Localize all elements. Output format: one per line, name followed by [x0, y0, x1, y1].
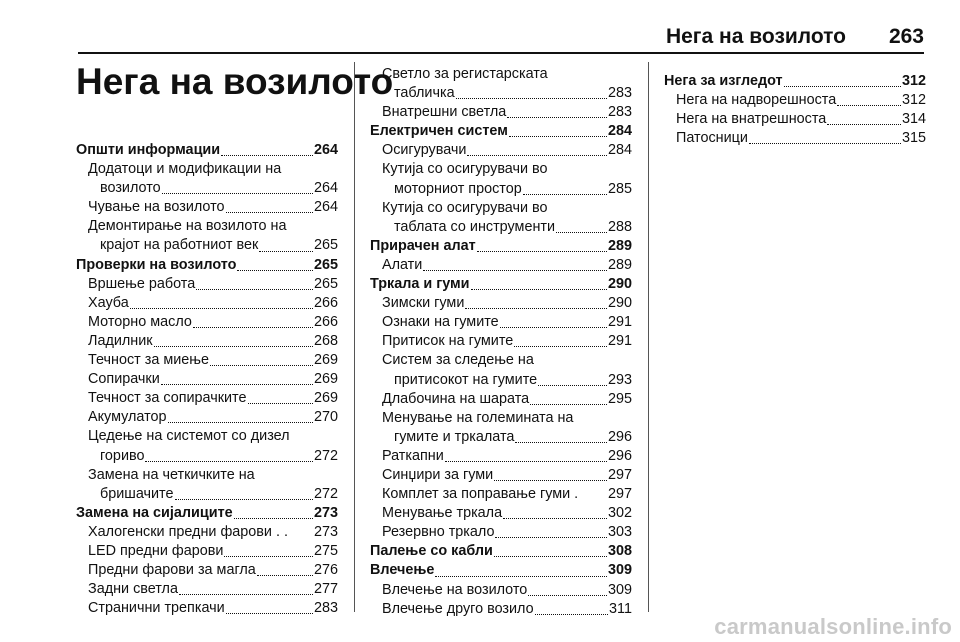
leader-dots [471, 289, 607, 290]
toc-page-number: 273 [313, 504, 338, 521]
leader-dots [257, 575, 313, 576]
toc-page-number: 297 [607, 466, 632, 483]
leader-dots [456, 98, 607, 99]
toc-entry-label: LED предни фарови [88, 542, 224, 559]
toc-entry-line: Менување на големината на [382, 409, 574, 426]
toc-page-number: 266 [313, 294, 338, 311]
toc-page-number: 270 [313, 409, 338, 426]
toc-entry-line: Систем за следење на [382, 352, 534, 369]
toc-page-number: 293 [607, 371, 632, 388]
toc-entry[interactable] [76, 599, 338, 618]
toc-entry-label: Синџири за гуми [382, 466, 494, 483]
leader-dots [224, 556, 313, 557]
toc-section-entry[interactable] [370, 275, 632, 294]
toc-entry[interactable] [370, 600, 632, 619]
toc-entry-line: Кутија со осигурувачи во [382, 161, 548, 178]
toc-section-entry[interactable] [664, 72, 926, 91]
toc-section-entry[interactable] [370, 237, 632, 256]
toc-entry-label: Ознаки на гумите [382, 314, 499, 331]
leader-dots [154, 346, 313, 347]
toc-entry[interactable] [76, 542, 338, 561]
toc-page-number: 309 [607, 581, 632, 598]
leader-dots [495, 537, 607, 538]
toc-entry-label: Проверки на возилото [76, 256, 237, 273]
toc-entry-line: Додатоци и модификации на [88, 161, 282, 178]
leader-dots [175, 499, 313, 500]
toc-entry-label: Странични трепкачи [88, 600, 225, 617]
leader-dots [226, 212, 313, 213]
toc-entry-label: Нега на надворешноста [676, 92, 837, 109]
toc-section-entry[interactable] [370, 561, 632, 580]
toc-entry-label: Вршење работа [88, 275, 196, 292]
watermark: carmanualsonline.info [714, 614, 952, 639]
toc-entry[interactable] [370, 332, 632, 351]
leader-dots [168, 422, 313, 423]
leader-dots [514, 346, 607, 347]
leader-dots [445, 461, 607, 462]
toc-entry[interactable] [76, 332, 338, 351]
leader-dots [535, 614, 608, 615]
leader-dots [528, 595, 607, 596]
toc-entry-label: гумите и тркалата [394, 428, 515, 445]
toc-entry[interactable] [370, 523, 632, 542]
toc-entry-label: табличка [394, 85, 455, 102]
toc-entry-label: Палење со кабли [370, 543, 493, 560]
toc-entry[interactable] [76, 198, 338, 217]
toc-page-number: 265 [313, 275, 338, 292]
leader-dots [226, 613, 313, 614]
toc-entry-label: Осигурувачи [382, 142, 467, 159]
toc-page-number: 276 [313, 562, 338, 579]
toc-entry[interactable] [370, 84, 632, 103]
toc-entry-label: Длабочина на шарата [382, 390, 530, 407]
toc-entry[interactable] [76, 275, 338, 294]
toc-page-number: 309 [607, 562, 632, 579]
leader-dots [130, 308, 313, 309]
toc-entry-label: таблата со инструменти [394, 218, 556, 235]
toc-page-number: 266 [313, 313, 338, 330]
toc-entry[interactable] [76, 561, 338, 580]
toc-entry[interactable] [370, 256, 632, 275]
toc-page-number: 311 [609, 600, 632, 617]
leader-dots [161, 384, 313, 385]
toc-page-number: 272 [313, 485, 338, 502]
toc-entry[interactable] [370, 180, 632, 199]
leader-dots [259, 251, 313, 252]
leader-dots [248, 403, 313, 404]
toc-entry-label: Менување тркала [382, 505, 503, 522]
toc-page-number: 284 [607, 142, 632, 159]
chapter-title: Нега на возилото [76, 61, 394, 102]
leader-dots [467, 155, 607, 156]
toc-page-number: 264 [313, 180, 338, 197]
toc-section-entry[interactable] [76, 504, 338, 523]
toc-entry-line: Замена на четкичките на [88, 466, 255, 483]
toc-entry-label: возилото [100, 180, 161, 197]
toc-entry-label: Комплет за поправање гуми . [382, 486, 579, 503]
toc-entry-label: Моторно масло [88, 313, 192, 330]
leader-dots [503, 518, 607, 519]
toc-page-number: 289 [607, 237, 632, 254]
toc-section-entry[interactable] [76, 256, 338, 275]
toc-page-number: 285 [607, 180, 632, 197]
leader-dots [145, 461, 313, 462]
leader-dots [477, 251, 607, 252]
toc-entry-line: Кутија со осигурувачи во [382, 199, 548, 216]
toc-page-number: 269 [313, 371, 338, 388]
toc-entry-label: Резервно тркало [382, 524, 495, 541]
toc-page-number: 295 [607, 390, 632, 407]
leader-dots [210, 365, 313, 366]
toc-page-number: 283 [607, 85, 632, 102]
toc-entry-label: Раткапни [382, 447, 444, 464]
toc-page-number: 290 [607, 276, 632, 293]
toc-entry-label: Зимски гуми [382, 295, 465, 312]
toc-entry-line: Цедење на системот со дизел [88, 428, 290, 445]
toc-page-number: 275 [313, 542, 338, 559]
toc-column-3 [664, 72, 926, 148]
toc-entry[interactable] [370, 581, 632, 600]
toc-entry[interactable] [76, 485, 338, 504]
toc-entry-label: Притисок на гумите [382, 333, 514, 350]
leader-dots [237, 270, 313, 271]
toc-page-number: 315 [901, 130, 926, 147]
toc-entry[interactable] [664, 110, 926, 129]
leader-dots [827, 124, 901, 125]
toc-entry-label: Нега за изгледот [664, 73, 783, 89]
toc-entry[interactable] [370, 218, 632, 237]
toc-entry[interactable] [370, 466, 632, 485]
toc-entry[interactable] [370, 313, 632, 332]
leader-dots [494, 480, 607, 481]
toc-page-number: 314 [901, 111, 926, 128]
toc-entry-label: Влечење на возилото [382, 581, 528, 598]
toc-entry-label: притисокот на гумите [394, 371, 538, 388]
toc-page-number: 269 [313, 390, 338, 407]
leader-dots [465, 308, 607, 309]
leader-dots [423, 270, 607, 271]
toc-entry[interactable] [76, 236, 338, 255]
toc-entry[interactable] [370, 428, 632, 447]
leader-dots [494, 556, 607, 557]
toc-entry[interactable] [370, 390, 632, 409]
toc-entry-label: Општи информации [76, 142, 221, 158]
toc-entry-line: Светло за регистарската [382, 66, 548, 82]
toc-page-number: 264 [313, 199, 338, 216]
toc-column-1 [76, 141, 338, 618]
toc-section-entry[interactable] [76, 141, 338, 160]
leader-dots [196, 289, 313, 290]
toc-entry[interactable] [370, 141, 632, 160]
toc-entry-label: Внатрешни светла [382, 104, 507, 121]
toc-page-number: 273 [313, 523, 338, 540]
toc-entry-label: крајот на работниот век [100, 237, 259, 254]
column-divider [648, 62, 649, 612]
toc-entry-line: Демонтирање на возилото на [88, 218, 287, 235]
page-number: 263 [888, 25, 924, 48]
toc-page-number: 303 [607, 524, 632, 541]
leader-dots [509, 136, 607, 137]
header-rule [78, 52, 924, 54]
toc-entry-label: Влечење [370, 562, 435, 579]
toc-page-number: 297 [607, 486, 632, 503]
toc-page-number: 312 [901, 73, 926, 89]
toc-page-number: 288 [607, 218, 632, 235]
toc-page-number: 283 [607, 104, 632, 121]
leader-dots [837, 105, 901, 106]
toc-page-number: 291 [607, 314, 632, 331]
leader-dots [500, 327, 607, 328]
toc-entry-label: Халогенски предни фарови . . [88, 523, 288, 540]
toc-entry-label: Патосници [676, 130, 748, 147]
toc-entry-label: Електричен систем [370, 123, 508, 140]
toc-entry-label: Нега на внатрешноста [676, 111, 827, 128]
toc-page-number: 290 [607, 295, 632, 312]
page-header [0, 0, 960, 52]
toc-page-number: 308 [607, 543, 632, 560]
toc-entry[interactable] [76, 370, 338, 389]
leader-dots [556, 232, 607, 233]
toc-entry-label: Ладилник [88, 332, 153, 349]
toc-entry-label: Замена на сијалиците [76, 504, 233, 521]
toc-page-number: 265 [313, 256, 338, 273]
leader-dots [179, 594, 313, 595]
toc-entry-label: Тркала и гуми [370, 276, 470, 293]
toc-page-number: 283 [313, 600, 338, 617]
toc-entry-label: Течност за миење [88, 352, 209, 369]
leader-dots [749, 143, 901, 144]
toc-entry-label: Предни фарови за магла [88, 562, 256, 579]
toc-entry[interactable] [76, 389, 338, 408]
toc-entry-label: моторниот простор [394, 180, 522, 197]
toc-page-number: 272 [313, 447, 338, 464]
toc-page-number: 284 [607, 123, 632, 140]
leader-dots [435, 576, 607, 577]
running-header-title: Нега на возилото [665, 25, 846, 48]
toc-page-number: 302 [607, 505, 632, 522]
toc-entry[interactable] [76, 179, 338, 198]
toc-entry[interactable] [76, 351, 338, 370]
toc-page-number: 268 [313, 332, 338, 349]
toc-entry[interactable] [76, 523, 338, 542]
toc-entry[interactable] [370, 294, 632, 313]
toc-page-number: 296 [607, 447, 632, 464]
toc-entry-label: Чување на возилото [88, 199, 225, 216]
toc-entry-label: Прирачен алат [370, 237, 476, 254]
leader-dots [515, 442, 607, 443]
toc-entry-label: Задни светла [88, 581, 178, 598]
toc-entry-label: Акумулатор [88, 409, 167, 426]
toc-entry[interactable] [76, 313, 338, 332]
toc-page-number: 277 [313, 581, 338, 598]
toc-page-number: 265 [313, 237, 338, 254]
toc-entry[interactable] [370, 371, 632, 390]
toc-entry[interactable] [370, 504, 632, 523]
toc-section-entry[interactable] [370, 542, 632, 561]
toc-page-number: 296 [607, 428, 632, 445]
toc-entry[interactable] [76, 408, 338, 427]
leader-dots [507, 117, 607, 118]
leader-dots [234, 518, 313, 519]
toc-entry[interactable] [664, 91, 926, 110]
leader-dots [538, 385, 607, 386]
toc-entry[interactable] [76, 294, 338, 313]
leader-dots [221, 155, 313, 156]
toc-entry[interactable] [664, 129, 926, 148]
toc-entry-label: Сопирачки [88, 371, 160, 388]
toc-entry[interactable] [76, 580, 338, 599]
toc-page-number: 289 [607, 256, 632, 273]
toc-entry-label: бришачите [100, 485, 174, 502]
column-divider [354, 62, 355, 612]
toc-entry-label: Влечење друго возило [382, 600, 534, 617]
toc-page-number: 291 [607, 333, 632, 350]
toc-page-number: 312 [901, 92, 926, 109]
toc-column-2 [370, 65, 632, 619]
leader-dots [162, 193, 313, 194]
toc-entry-label: гориво [100, 447, 145, 464]
toc-entry[interactable] [370, 447, 632, 466]
toc-entry[interactable] [370, 103, 632, 122]
toc-page-number: 269 [313, 352, 338, 369]
toc-entry-label: Течност за сопирачките [88, 390, 247, 407]
toc-section-entry[interactable] [370, 122, 632, 141]
toc-entry-label: Хауба [88, 294, 129, 311]
leader-dots [784, 86, 901, 87]
leader-dots [523, 194, 607, 195]
toc-entry[interactable] [370, 485, 632, 504]
toc-page-number: 264 [313, 142, 338, 158]
leader-dots [193, 327, 313, 328]
toc-entry[interactable] [76, 447, 338, 466]
leader-dots [530, 404, 607, 405]
toc-entry-label: Алати [382, 256, 423, 273]
